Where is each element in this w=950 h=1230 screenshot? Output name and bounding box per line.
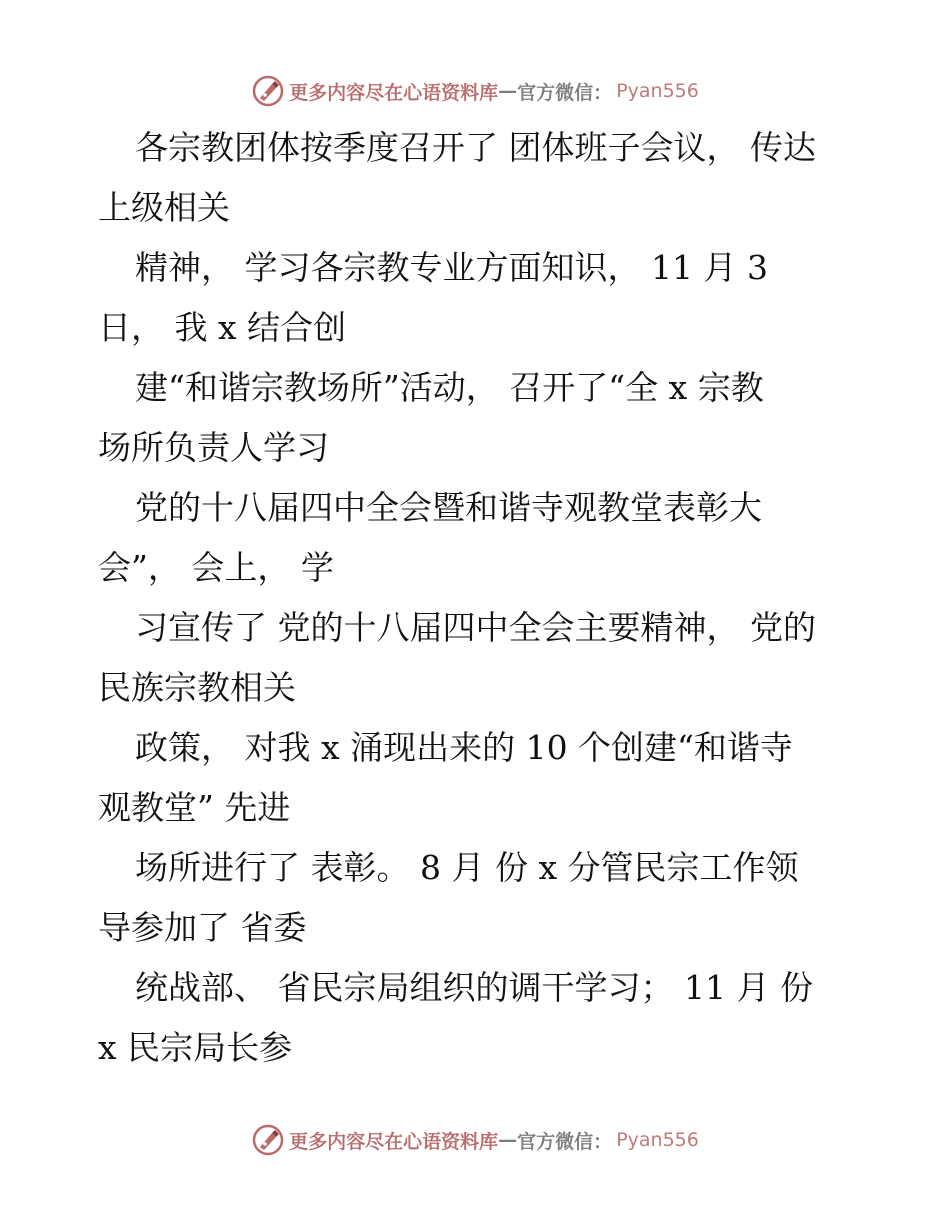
watermark-sub-text: 官方微信： (517, 1130, 613, 1153)
text-line: 场所负责人学习 (98, 428, 329, 467)
header-watermark (0, 71, 950, 111)
text-line: 党的十八届四中全会暨和谐寺观教堂表彰大 (135, 488, 762, 527)
text-line: 精神， 学习各宗教专业方面知识， 11 月 3 (135, 248, 768, 287)
text-line: 各宗教团体按季度召开了 团体班子会议， 传达 (135, 128, 816, 167)
watermark-id: Pyan556 (616, 80, 699, 102)
watermark-sub-text: 官方微信： (517, 81, 613, 104)
body-text (98, 118, 868, 1078)
text-line: x 民宗局长参 (98, 1028, 293, 1067)
watermark-separator: — (498, 1129, 518, 1151)
footer-watermark (0, 1120, 950, 1160)
text-line: 统战部、 省民宗局组织的调干学习； 11 月 份 (135, 968, 813, 1007)
text-line: 日， 我 x 结合创 (98, 308, 347, 347)
text-line: 习宣传了 党的十八届四中全会主要精神， 党的 (135, 608, 816, 647)
text-line: 上级相关 (98, 188, 230, 227)
watermark-id: Pyan556 (616, 1129, 699, 1151)
watermark-main-text: 更多内容尽在心语资料库 (289, 1130, 499, 1153)
text-line: 场所进行了 表彰。 8 月 份 x 分管民宗工作领 (135, 848, 799, 887)
text-line: 民族宗教相关 (98, 668, 296, 707)
pen-nib-circle-icon (251, 74, 285, 108)
text-line: 会”， 会上， 学 (98, 548, 334, 587)
text-line: 观教堂” 先进 (98, 788, 291, 827)
text-line: 导参加了 省委 (98, 908, 307, 947)
pen-nib-circle-icon (251, 1123, 285, 1157)
watermark-separator: — (498, 80, 518, 102)
text-line: 政策， 对我 x 涌现出来的 10 个创建“和谐寺 (135, 728, 793, 767)
text-line: 建“和谐宗教场所”活动， 召开了“全 x 宗教 (135, 368, 764, 407)
watermark-main-text: 更多内容尽在心语资料库 (289, 81, 499, 104)
